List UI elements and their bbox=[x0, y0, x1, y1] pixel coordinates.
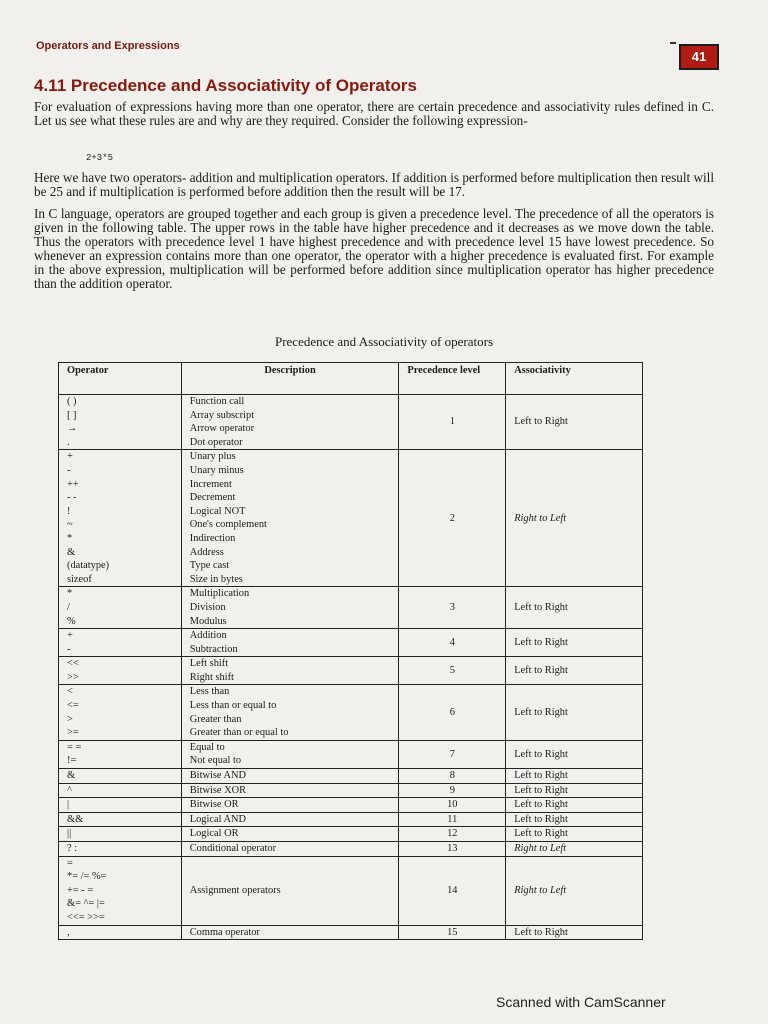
operator-cell bbox=[59, 587, 182, 629]
description-cell bbox=[181, 827, 399, 842]
associativity-cell: Left to Right bbox=[506, 685, 643, 740]
operator-symbol: . bbox=[67, 436, 70, 448]
operator-description: Bitwise AND bbox=[189, 770, 247, 782]
table-row bbox=[59, 395, 643, 450]
operator-symbol: <<= >>= bbox=[67, 911, 105, 923]
operator-symbol: * bbox=[67, 532, 73, 544]
operator-description: Logical OR bbox=[189, 828, 239, 840]
operator-symbol: >> bbox=[67, 671, 79, 683]
operator-cell bbox=[59, 450, 182, 587]
precedence-level-cell: 4 bbox=[399, 629, 506, 657]
description-cell bbox=[181, 769, 399, 784]
operator-symbol: - bbox=[67, 464, 71, 476]
header-associativity: Associativity bbox=[506, 363, 643, 395]
table-row bbox=[59, 740, 643, 768]
operator-symbol: & bbox=[67, 546, 76, 558]
table-row bbox=[59, 769, 643, 784]
operator-symbol: += - = bbox=[67, 884, 94, 896]
operator-description: Dot operator bbox=[189, 436, 243, 448]
operator-cell bbox=[59, 685, 182, 740]
header-dash bbox=[670, 42, 676, 44]
operator-cell bbox=[59, 812, 182, 827]
operator-description: Equal to bbox=[189, 741, 225, 753]
example-expression: 2+3*5 bbox=[86, 153, 114, 163]
operator-symbol: ++ bbox=[67, 478, 79, 490]
table-row bbox=[59, 629, 643, 657]
operator-symbol: = = bbox=[67, 741, 82, 753]
operator-symbol: > bbox=[67, 713, 73, 725]
operator-description: Logical NOT bbox=[189, 505, 246, 517]
operator-symbol: - - bbox=[67, 492, 77, 504]
operator-symbol: != bbox=[67, 755, 77, 767]
precedence-level-cell: 14 bbox=[399, 856, 506, 925]
precedence-level-cell: 10 bbox=[399, 798, 506, 813]
operator-symbol: ( ) bbox=[67, 396, 77, 407]
operator-description: Left shift bbox=[189, 658, 229, 670]
operator-description: Unary minus bbox=[189, 464, 244, 476]
operator-description: Bitwise OR bbox=[189, 799, 239, 811]
operator-cell bbox=[59, 629, 182, 657]
associativity-cell: Left to Right bbox=[506, 740, 643, 768]
associativity-cell: Left to Right bbox=[506, 798, 643, 813]
operator-description: Less than bbox=[189, 686, 230, 698]
operator-description: Right shift bbox=[189, 671, 234, 683]
operator-description: Logical AND bbox=[189, 813, 247, 825]
operator-symbol: | bbox=[67, 799, 70, 811]
result-paragraph: Here we have two operators- addition and multiplication operators. If addition is performed before multiplication then result will be 25 and if multiplication is performed before addition then the result will be 17. bbox=[34, 170, 714, 199]
description-cell bbox=[181, 740, 399, 768]
operator-cell bbox=[59, 395, 182, 450]
table-row bbox=[59, 812, 643, 827]
operator-symbol: → bbox=[67, 423, 78, 435]
operator-description: Decrement bbox=[189, 492, 236, 504]
precedence-level-cell: 12 bbox=[399, 827, 506, 842]
associativity-cell: Right to Left bbox=[506, 450, 643, 587]
operator-description: Function call bbox=[189, 396, 245, 407]
operator-symbol: ^ bbox=[67, 784, 72, 796]
table-row bbox=[59, 827, 643, 842]
description-cell bbox=[181, 395, 399, 450]
operator-symbol: - bbox=[67, 643, 71, 655]
operator-symbol: ? : bbox=[67, 843, 78, 854]
description-cell bbox=[181, 842, 399, 857]
operator-description: Increment bbox=[189, 478, 232, 490]
operator-description: Size in bytes bbox=[189, 573, 243, 585]
operator-symbol: &= ^= |= bbox=[67, 898, 105, 910]
precedence-level-cell: 1 bbox=[399, 395, 506, 450]
table-caption: Precedence and Associativity of operators bbox=[274, 334, 494, 349]
operator-symbol: >= bbox=[67, 727, 79, 739]
operator-cell bbox=[59, 856, 182, 925]
operator-description: Not equal to bbox=[189, 755, 242, 767]
precedence-level-cell: 9 bbox=[399, 783, 506, 798]
description-cell bbox=[181, 629, 399, 657]
table-row bbox=[59, 783, 643, 798]
table-row bbox=[59, 856, 643, 925]
operator-description: One's complement bbox=[189, 519, 267, 531]
operator-description: Greater than or equal to bbox=[189, 727, 289, 739]
associativity-cell: Left to Right bbox=[506, 925, 643, 940]
precedence-table bbox=[58, 362, 643, 940]
operator-description: Arrow operator bbox=[189, 423, 255, 435]
operator-symbol: / bbox=[67, 601, 70, 613]
precedence-level-cell: 11 bbox=[399, 812, 506, 827]
operator-cell bbox=[59, 827, 182, 842]
operator-description: Array subscript bbox=[189, 409, 255, 421]
description-cell bbox=[181, 812, 399, 827]
precedence-paragraph: In C language, operators are grouped together and each group is given a precedence level. The precedence of all the operators is given in the following table. The upper rows in the table have higher precedence and it decreases as we move down the table. Thus the operators with precedence level 1 have highest precedence and with precedence level 15 have lowest precedence. So whenever an expression contains more than one operator, the operator with a higher precedence is evaluated first. For example in the above expression, multiplication will be performed before addition since multiplication operator has higher precedence than the addition operator. bbox=[34, 206, 714, 291]
table-row bbox=[59, 450, 643, 587]
operator-description: Conditional operator bbox=[189, 843, 277, 854]
associativity-cell: Left to Right bbox=[506, 629, 643, 657]
operator-cell bbox=[59, 657, 182, 685]
header-operator: Operator bbox=[59, 363, 182, 395]
associativity-cell: Left to Right bbox=[506, 657, 643, 685]
operator-description: Greater than bbox=[189, 713, 242, 725]
precedence-level-cell: 6 bbox=[399, 685, 506, 740]
precedence-level-cell: 3 bbox=[399, 587, 506, 629]
description-cell bbox=[181, 925, 399, 940]
precedence-level-cell: 5 bbox=[399, 657, 506, 685]
associativity-cell: Right to Left bbox=[506, 856, 643, 925]
description-cell bbox=[181, 657, 399, 685]
table-row bbox=[59, 842, 643, 857]
precedence-level-cell: 8 bbox=[399, 769, 506, 784]
table-row bbox=[59, 925, 643, 940]
associativity-cell: Left to Right bbox=[506, 827, 643, 842]
operator-description: Bitwise XOR bbox=[189, 784, 247, 796]
associativity-cell: Left to Right bbox=[506, 812, 643, 827]
description-cell bbox=[181, 856, 399, 925]
operator-symbol: sizeof bbox=[67, 573, 92, 585]
operator-symbol: % bbox=[67, 615, 76, 627]
table-row bbox=[59, 798, 643, 813]
associativity-cell: Left to Right bbox=[506, 783, 643, 798]
operator-cell bbox=[59, 925, 182, 940]
associativity-cell: Left to Right bbox=[506, 587, 643, 629]
operator-symbol: (datatype) bbox=[67, 560, 110, 572]
table-row bbox=[59, 657, 643, 685]
chapter-header: Operators and Expressions bbox=[36, 40, 180, 52]
operator-symbol: << bbox=[67, 658, 79, 670]
operator-description: Addition bbox=[189, 630, 227, 642]
operator-description: Subtraction bbox=[189, 643, 238, 655]
associativity-cell: Right to Left bbox=[506, 842, 643, 857]
operator-cell bbox=[59, 798, 182, 813]
operator-description: Modulus bbox=[189, 615, 227, 627]
table-header-row bbox=[59, 363, 643, 395]
table-row bbox=[59, 587, 643, 629]
operator-description: Indirection bbox=[189, 532, 236, 544]
operator-symbol: , bbox=[67, 926, 70, 938]
operator-symbol: & bbox=[67, 770, 76, 782]
description-cell bbox=[181, 783, 399, 798]
page-number-badge: 41 bbox=[679, 44, 719, 70]
operator-symbol: = bbox=[67, 857, 73, 869]
operator-description: Less than or equal to bbox=[189, 700, 277, 712]
description-cell bbox=[181, 685, 399, 740]
operator-symbol: *= /= %= bbox=[67, 871, 107, 883]
header-precedence-level: Precedence level bbox=[399, 363, 506, 395]
operator-symbol: <= bbox=[67, 700, 79, 712]
camscanner-watermark: Scanned with CamScanner bbox=[496, 994, 666, 1010]
description-cell bbox=[181, 798, 399, 813]
operator-symbol: < bbox=[67, 686, 73, 698]
operator-description: Address bbox=[189, 546, 224, 558]
precedence-level-cell: 13 bbox=[399, 842, 506, 857]
section-title: 4.11 Precedence and Associativity of Operators bbox=[34, 76, 417, 95]
operator-description: Multiplication bbox=[189, 588, 250, 600]
operator-description: Comma operator bbox=[189, 926, 260, 938]
associativity-cell: Left to Right bbox=[506, 769, 643, 784]
operator-symbol: ~ bbox=[67, 519, 73, 531]
operator-symbol: + bbox=[67, 451, 73, 463]
precedence-level-cell: 15 bbox=[399, 925, 506, 940]
operator-description: Type cast bbox=[189, 560, 230, 572]
operator-description: Division bbox=[189, 601, 226, 613]
description-cell bbox=[181, 587, 399, 629]
operator-description: Unary plus bbox=[189, 451, 236, 463]
operator-symbol: || bbox=[67, 828, 72, 840]
operator-symbol: + bbox=[67, 630, 73, 642]
intro-paragraph: For evaluation of expressions having more than one operator, there are certain precedence and associativity rules defined in C. Let us see what these rules are and why are they required. Consider the following expression- bbox=[34, 99, 714, 128]
operator-description: Assignment operators bbox=[189, 884, 281, 896]
precedence-level-cell: 2 bbox=[399, 450, 506, 587]
operator-symbol: [ ] bbox=[67, 409, 77, 421]
precedence-level-cell: 7 bbox=[399, 740, 506, 768]
operator-symbol: * bbox=[67, 588, 73, 600]
table-row bbox=[59, 685, 643, 740]
operator-cell bbox=[59, 769, 182, 784]
operator-symbol: ! bbox=[67, 505, 71, 517]
operator-cell bbox=[59, 740, 182, 768]
operator-symbol: && bbox=[67, 813, 84, 825]
description-cell bbox=[181, 450, 399, 587]
operator-cell bbox=[59, 842, 182, 857]
header-description: Description bbox=[181, 363, 399, 395]
operator-cell bbox=[59, 783, 182, 798]
associativity-cell: Left to Right bbox=[506, 395, 643, 450]
